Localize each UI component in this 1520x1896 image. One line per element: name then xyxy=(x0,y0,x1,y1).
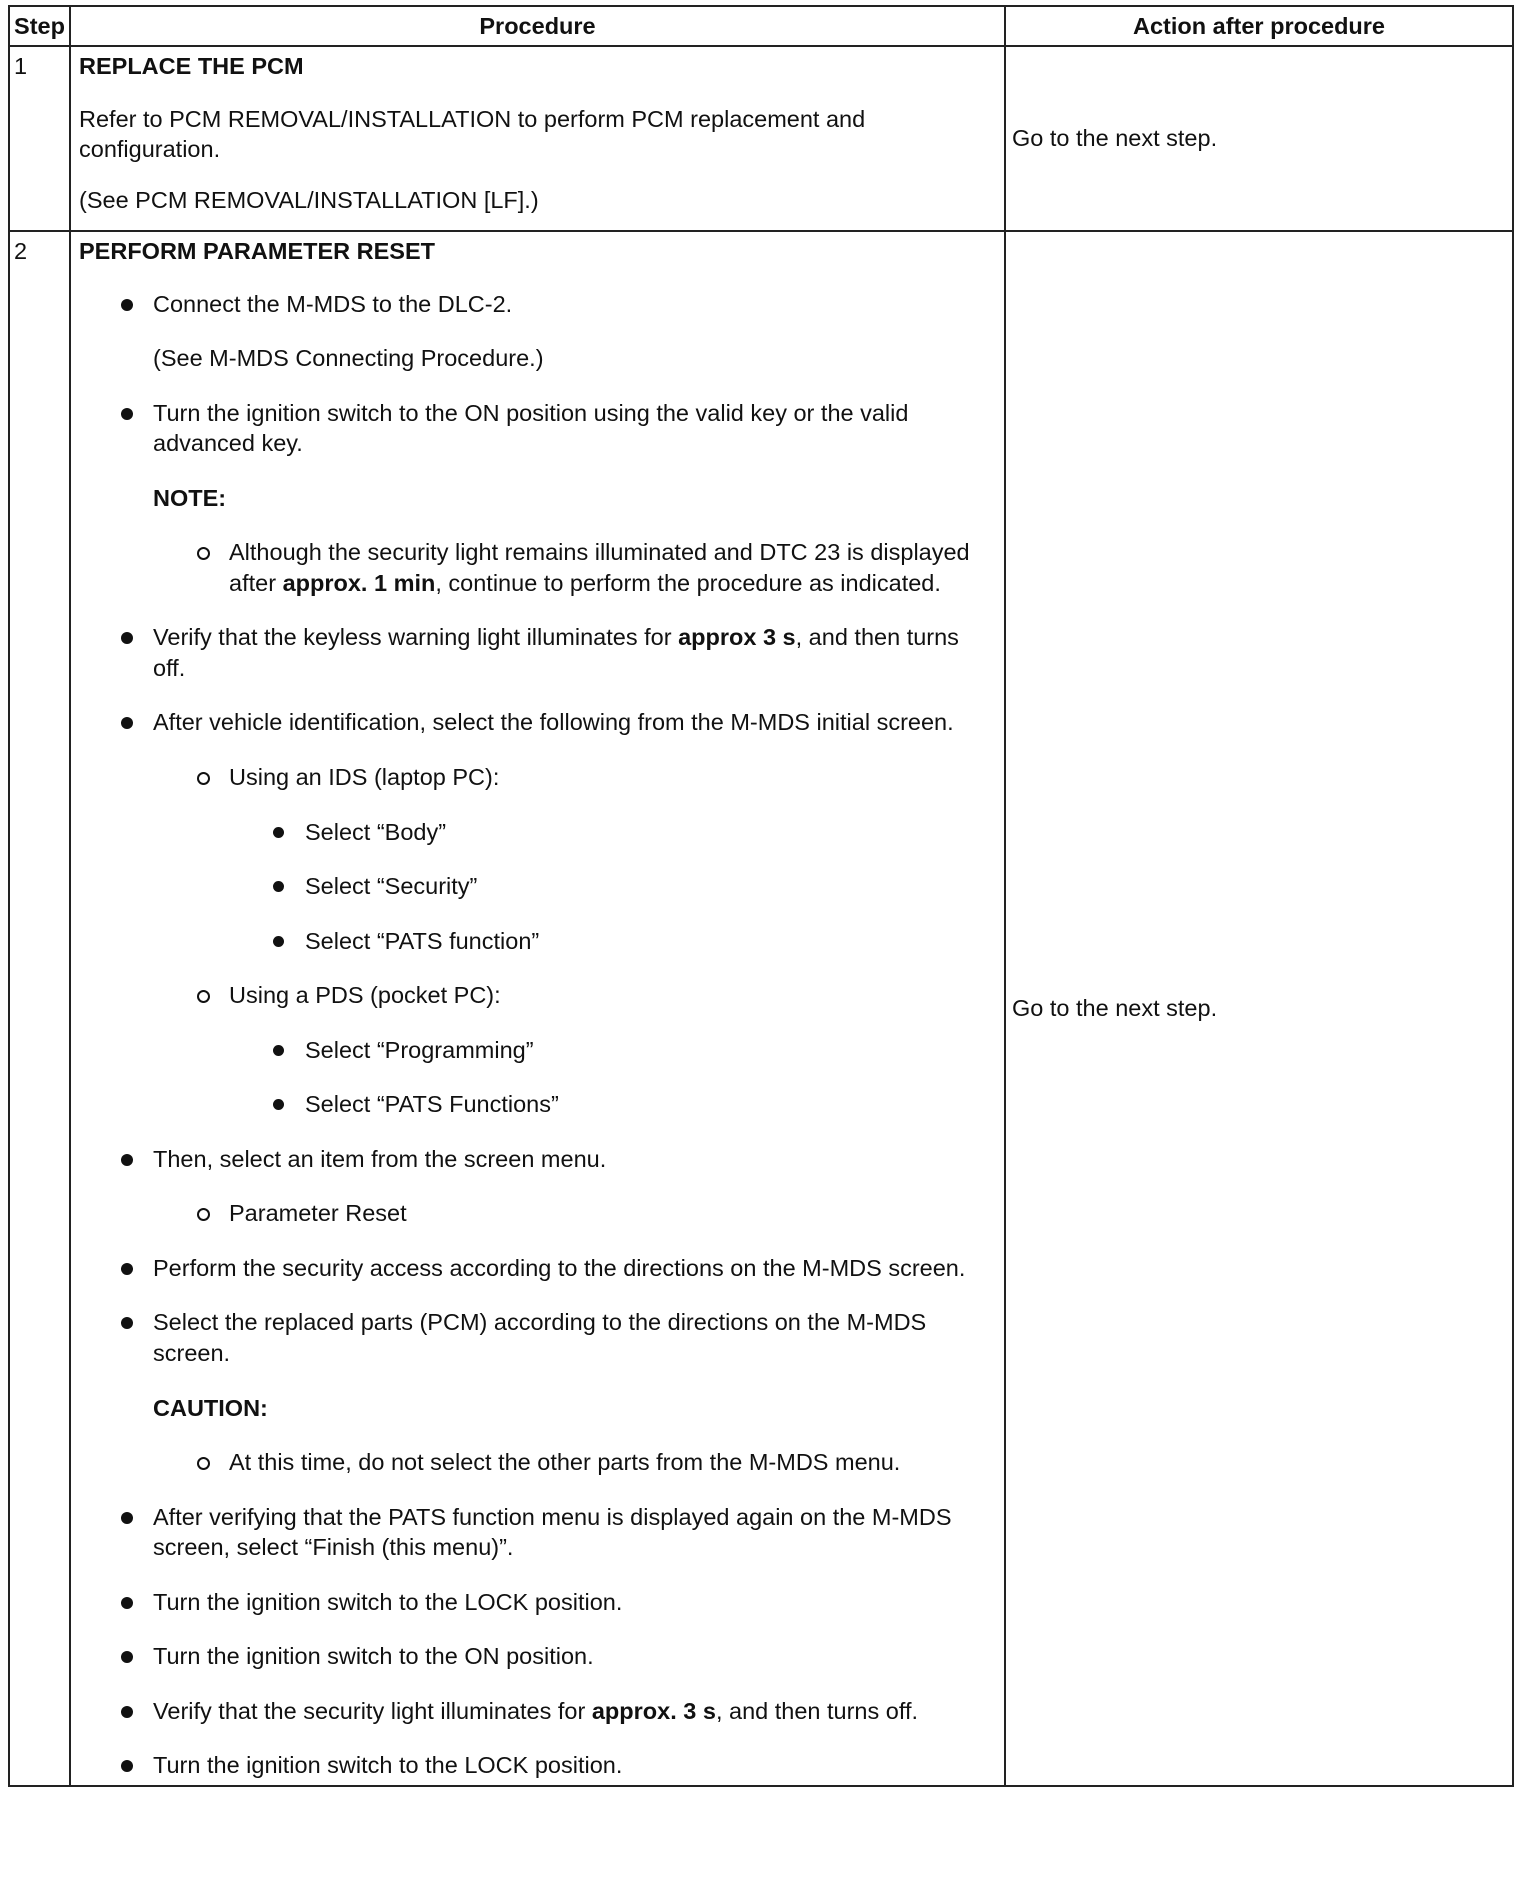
bullet-icon xyxy=(273,827,284,838)
procedure-text: Refer to PCM REMOVAL/INSTALLATION to perform PCM replacement and configuration. xyxy=(79,105,866,163)
sub-bullet-item: Select “Security” xyxy=(79,871,996,902)
sub-bullet-item: Select “Body” xyxy=(79,817,996,848)
sub-bullet-item: Select “PATS Functions” xyxy=(79,1089,996,1120)
bullet-item: After vehicle identification, select the following from the M-MDS initial screen. xyxy=(79,707,996,738)
circle-bullet-icon xyxy=(197,547,210,560)
bullet-icon xyxy=(121,1706,133,1718)
reference-text: (See PCM REMOVAL/INSTALLATION [LF].) xyxy=(79,186,539,213)
procedure-cell xyxy=(70,46,1005,231)
bullet-icon xyxy=(121,408,133,420)
circle-bullet-icon xyxy=(197,1208,210,1221)
sub-bullet-item: Select “PATS function” xyxy=(79,926,996,957)
action-cell: Go to the next step. xyxy=(1005,46,1513,231)
step-number: 2 xyxy=(9,231,70,1786)
circle-bullet-icon xyxy=(197,990,210,1003)
step-title: REPLACE THE PCM xyxy=(79,53,304,79)
bullet-item: After verifying that the PATS function menu is displayed again on the M-MDS screen, select “Finish (this menu)”. xyxy=(79,1502,996,1563)
bullet-icon xyxy=(273,1099,284,1110)
circle-item: Parameter Reset xyxy=(79,1198,996,1229)
step-title: PERFORM PARAMETER RESET xyxy=(79,238,435,264)
bullet-item: Verify that the keyless warning light illuminates for approx 3 s, and then turns off. xyxy=(79,622,996,683)
bullet-item: Select the replaced parts (PCM) according to the directions on the M-MDS screen. xyxy=(79,1307,996,1368)
bullet-item: Perform the security access according to the directions on the M-MDS screen. xyxy=(79,1253,996,1284)
circle-item: At this time, do not select the other parts from the M-MDS menu. xyxy=(79,1447,996,1478)
header-step: Step xyxy=(9,6,70,46)
bullet-icon xyxy=(121,1317,133,1329)
procedure-cell xyxy=(70,231,1005,1786)
table-row-step-1 xyxy=(9,46,1513,231)
circle-item: Using an IDS (laptop PC): xyxy=(79,762,996,793)
bullet-icon xyxy=(121,1512,133,1524)
bullet-icon xyxy=(121,1597,133,1609)
bullet-item: Turn the ignition switch to the ON position. xyxy=(79,1641,996,1672)
table-header-row xyxy=(9,6,1513,46)
circle-bullet-icon xyxy=(197,1457,210,1470)
bullet-item: Turn the ignition switch to the LOCK position. xyxy=(79,1587,996,1618)
note-label: NOTE: xyxy=(153,484,227,511)
bullet-item: Connect the M-MDS to the DLC-2. xyxy=(79,289,996,320)
header-action: Action after procedure xyxy=(1005,6,1513,46)
bullet-icon xyxy=(273,881,284,892)
bullet-icon xyxy=(121,299,133,311)
header-procedure: Procedure xyxy=(70,6,1005,46)
bullet-item: Then, select an item from the screen menu. xyxy=(79,1144,996,1175)
bullet-icon xyxy=(273,936,284,947)
bullet-icon xyxy=(121,1651,133,1663)
circle-item: Using a PDS (pocket PC): xyxy=(79,980,996,1011)
bullet-icon xyxy=(121,1760,133,1772)
sub-bullet-item: Select “Programming” xyxy=(79,1035,996,1066)
bullet-icon xyxy=(121,632,133,644)
bullet-item: Turn the ignition switch to the LOCK position. xyxy=(79,1750,996,1781)
bullet-item: Verify that the security light illuminates for approx. 3 s, and then turns off. xyxy=(79,1696,996,1727)
procedure-table xyxy=(8,5,1514,1787)
circle-item: Although the security light remains illuminated and DTC 23 is displayed after approx. 1 min, continue to perform the procedure as indicated. xyxy=(79,537,996,598)
bullet-icon xyxy=(121,1154,133,1166)
circle-bullet-icon xyxy=(197,772,210,785)
reference-text: (See M-MDS Connecting Procedure.) xyxy=(153,345,544,372)
caution-label: CAUTION: xyxy=(153,1394,268,1421)
table-row-step-2 xyxy=(9,231,1513,1786)
bullet-icon xyxy=(121,1263,133,1275)
bullet-item: Turn the ignition switch to the ON position using the valid key or the valid advanced key. xyxy=(79,398,996,459)
step-number: 1 xyxy=(9,46,70,231)
bullet-icon xyxy=(273,1045,284,1056)
bullet-icon xyxy=(121,717,133,729)
action-cell: Go to the next step. xyxy=(1005,231,1513,1786)
